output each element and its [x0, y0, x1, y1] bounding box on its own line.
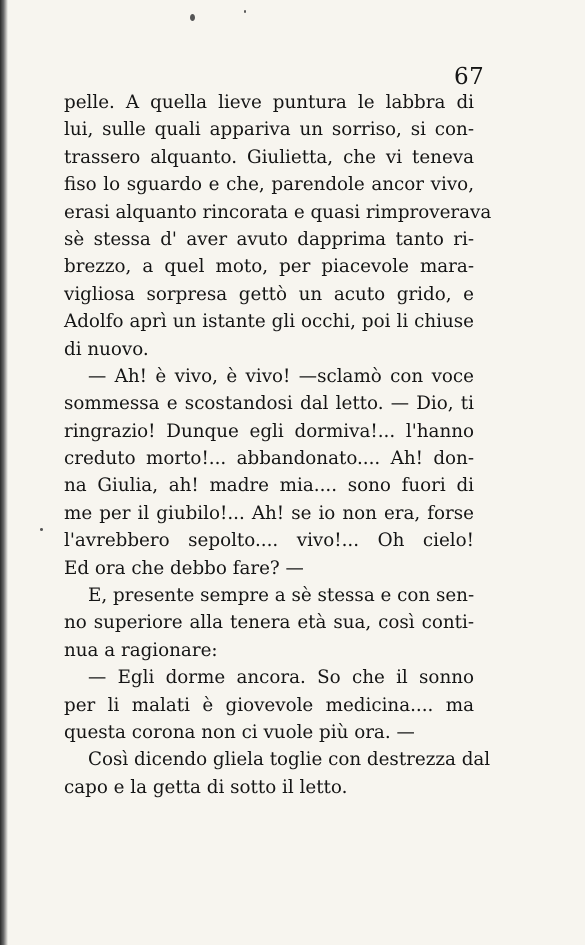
- page-number: 67: [454, 64, 485, 90]
- text-line: l'avrebbero sepolto.... vivo!... Oh cielo!: [64, 530, 474, 552]
- text-line: per li malati è giovevole medicina.... ma: [64, 694, 474, 716]
- text-line: me per il giubilo!... Ah! se io non era, forse: [64, 502, 474, 524]
- ink-speck: [190, 14, 195, 21]
- text-line: di nuovo.: [64, 338, 149, 360]
- text-line: ringrazio! Dunque egli dormiva!... l'hanno: [64, 420, 474, 442]
- page-binding-edge: [0, 0, 8, 945]
- text-line: Adolfo aprì un istante gli occhi, poi li chiuse: [64, 311, 474, 333]
- text-line: capo e la getta di sotto il letto.: [64, 776, 348, 798]
- text-line: na Giulia, ah! madre mia.... sono fuori di: [64, 475, 474, 497]
- text-line: vigliosa sorpresa gettò un acuto grido, e: [64, 283, 474, 305]
- text-line: — Ah! è vivo, è vivo! —sclamò con voce: [88, 365, 474, 387]
- text-line: pelle. A quella lieve puntura le labbra di: [64, 92, 474, 113]
- text-line: questa corona non ci vuole più ora. —: [64, 721, 415, 743]
- text-line: — Egli dorme ancora. So che il sonno: [88, 667, 474, 689]
- text-line: sè stessa d' aver avuto dapprima tanto ri-: [64, 228, 474, 250]
- text-line: Ed ora che debbo fare? —: [64, 557, 304, 579]
- body-text: [64, 89, 492, 801]
- text-line: sommessa e scostandosi dal letto. — Dio, ti: [64, 393, 474, 415]
- text-line: lui, sulle quali appariva un sorriso, si con-: [64, 119, 474, 141]
- text-line: no superiore alla tenera età sua, così conti-: [64, 612, 474, 634]
- text-line: E, presente sempre a sè stessa e con sen-: [88, 585, 475, 607]
- text-line: erasi alquanto rincorata e quasi rimproverava: [64, 201, 492, 223]
- text-line: creduto morto!... abbandonato.... Ah! don-: [64, 448, 474, 470]
- text-line: brezzo, a quel moto, per piacevole mara-: [64, 256, 474, 278]
- ink-speck: [244, 10, 246, 13]
- text-line: Così dicendo gliela toglie con destrezza dal: [88, 749, 491, 771]
- text-line: nua a ragionare:: [64, 639, 218, 661]
- text-line: fiso lo sguardo e che, parendole ancor vivo,: [64, 174, 474, 196]
- text-line: trassero alquanto. Giulietta, che vi teneva: [64, 146, 474, 168]
- ink-speck: [40, 528, 43, 531]
